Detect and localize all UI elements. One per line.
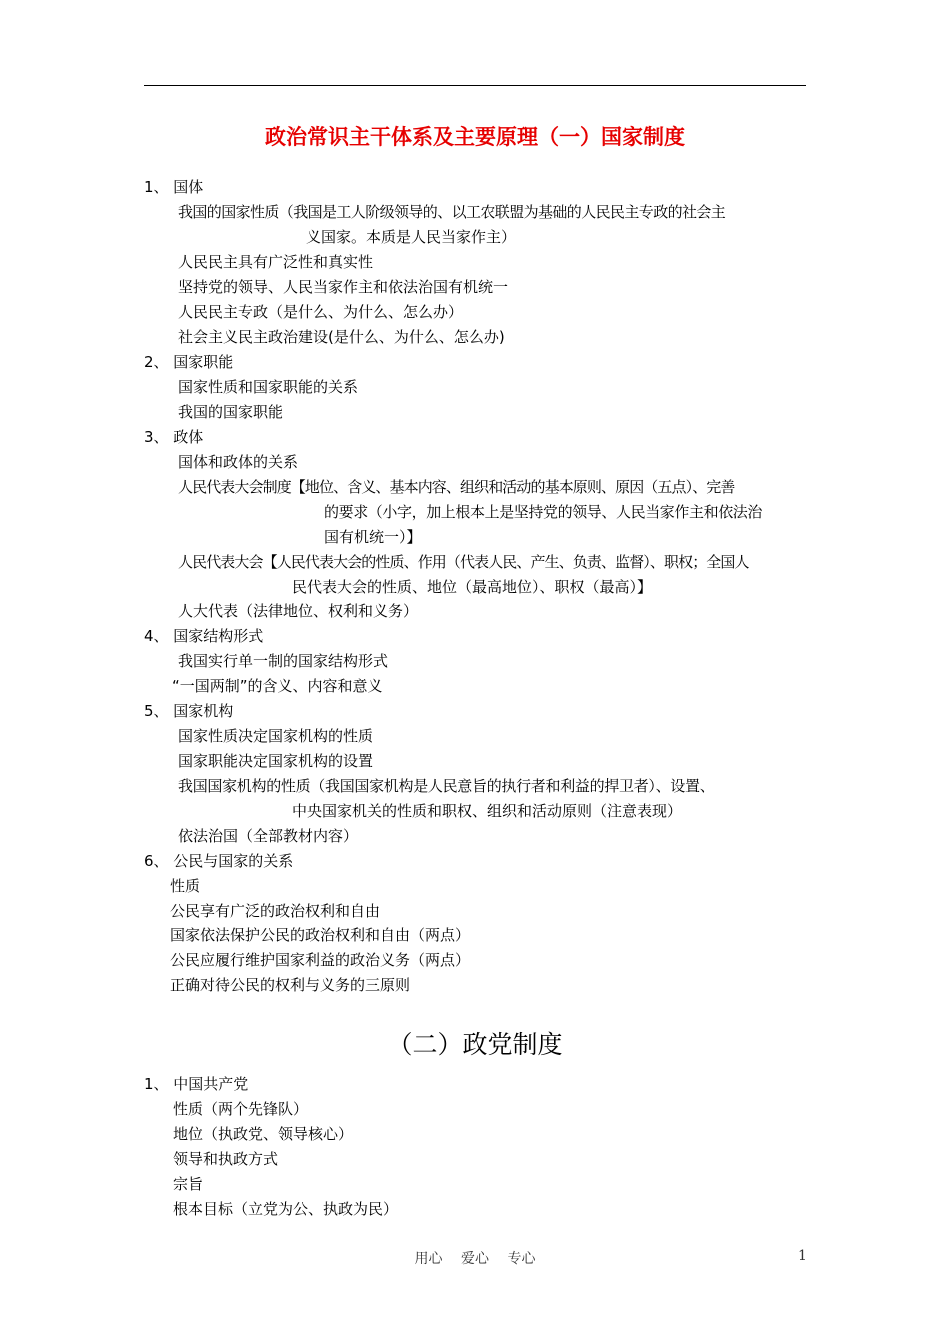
outline-subitem: 宗旨: [173, 1175, 204, 1193]
outline-item-jiegou-xingshi: 4、 国家结构形式: [144, 627, 264, 645]
outline-subitem: 国家依法保护公民的政治权利和自由（两点）: [170, 926, 471, 944]
outline-subitem: 性质（两个先锋队）: [173, 1100, 309, 1118]
outline-subitem: 公民应履行维护国家利益的政治义务（两点）: [170, 951, 471, 969]
outline-subitem: 国体和政体的关系: [178, 453, 299, 471]
section-2-title: （二）政党制度: [387, 1030, 563, 1059]
outline-subitem-continuation: 民代表大会的性质、地位（最高地位）、职权（最高）】: [292, 578, 653, 596]
outline-subitem: 国家职能决定国家机构的设置: [178, 752, 374, 770]
outline-subitem: 正确对待公民的权利与义务的三原则: [170, 976, 411, 994]
page-footer: 用心 爱心 专心: [414, 1251, 536, 1267]
outline-subitem: 依法治国（全部教材内容）: [178, 827, 359, 845]
outline-subitem: 性质: [170, 877, 201, 895]
outline-subitem: 我国的国家职能: [178, 403, 284, 421]
outline-item-gongchandang: 1、 中国共产党: [144, 1075, 249, 1093]
outline-subitem-continuation: 中央国家机关的性质和职权、组织和活动原则（注意表现）: [292, 802, 683, 820]
outline-item-zhengti: 3、 政体: [144, 428, 204, 446]
outline-subitem-continuation: 国有机统一）】: [324, 528, 422, 546]
outline-subitem: 国家性质决定国家机构的性质: [178, 727, 374, 745]
page-number: 1: [798, 1248, 807, 1264]
outline-subitem: 人民代表大会制度【地位、含义、基本内容、组织和活动的基本原则、原因（五点）、完善: [178, 478, 735, 496]
outline-subitem: 人民代表大会【人民代表大会的性质、作用（代表人民、产生、负责、监督）、职权；全国人: [178, 553, 749, 571]
outline-subitem-continuation: 的要求（小字，加上根本上是坚持党的领导、人民当家作主和依法治: [324, 503, 763, 521]
header-rule: [144, 85, 806, 86]
document-title: 政治常识主干体系及主要原理（一）国家制度: [265, 125, 685, 149]
outline-subitem: 地位（执政党、领导核心）: [173, 1125, 354, 1143]
outline-item-guoti: 1、 国体: [144, 178, 204, 196]
outline-subitem: 社会主义民主政治建设(是什么、为什么、怎么办): [178, 328, 505, 346]
outline-subitem-continuation: 义国家。本质是人民当家作主）: [306, 228, 517, 246]
outline-item-guojia-jigou: 5、 国家机构: [144, 702, 234, 720]
outline-subitem: 人民民主具有广泛性和真实性: [178, 253, 374, 271]
outline-subitem: 坚持党的领导、人民当家作主和依法治国有机统一: [178, 278, 509, 296]
outline-subitem: 国家性质和国家职能的关系: [178, 378, 359, 396]
outline-subitem: 领导和执政方式: [173, 1150, 279, 1168]
outline-subitem: 人大代表（法律地位、权利和义务）: [178, 602, 419, 620]
outline-subitem: 人民民主专政（是什么、为什么、怎么办）: [178, 303, 464, 321]
outline-subitem: 我国实行单一制的国家结构形式: [178, 652, 389, 670]
outline-item-gongmin: 6、 公民与国家的关系: [144, 852, 294, 870]
outline-subitem: 公民享有广泛的政治权利和自由: [170, 902, 381, 920]
outline-subitem: “一国两制”的含义、内容和意义: [172, 677, 383, 695]
outline-subitem: 我国的国家性质（我国是工人阶级领导的、以工农联盟为基础的人民民主专政的社会主: [178, 203, 726, 221]
outline-subitem: 我国国家机构的性质（我国国家机构是人民意旨的执行者和利益的捍卫者）、设置、: [178, 777, 715, 795]
outline-subitem: 根本目标（立党为公、执政为民）: [173, 1200, 399, 1218]
outline-item-guojia-zhineng: 2、 国家职能: [144, 353, 234, 371]
